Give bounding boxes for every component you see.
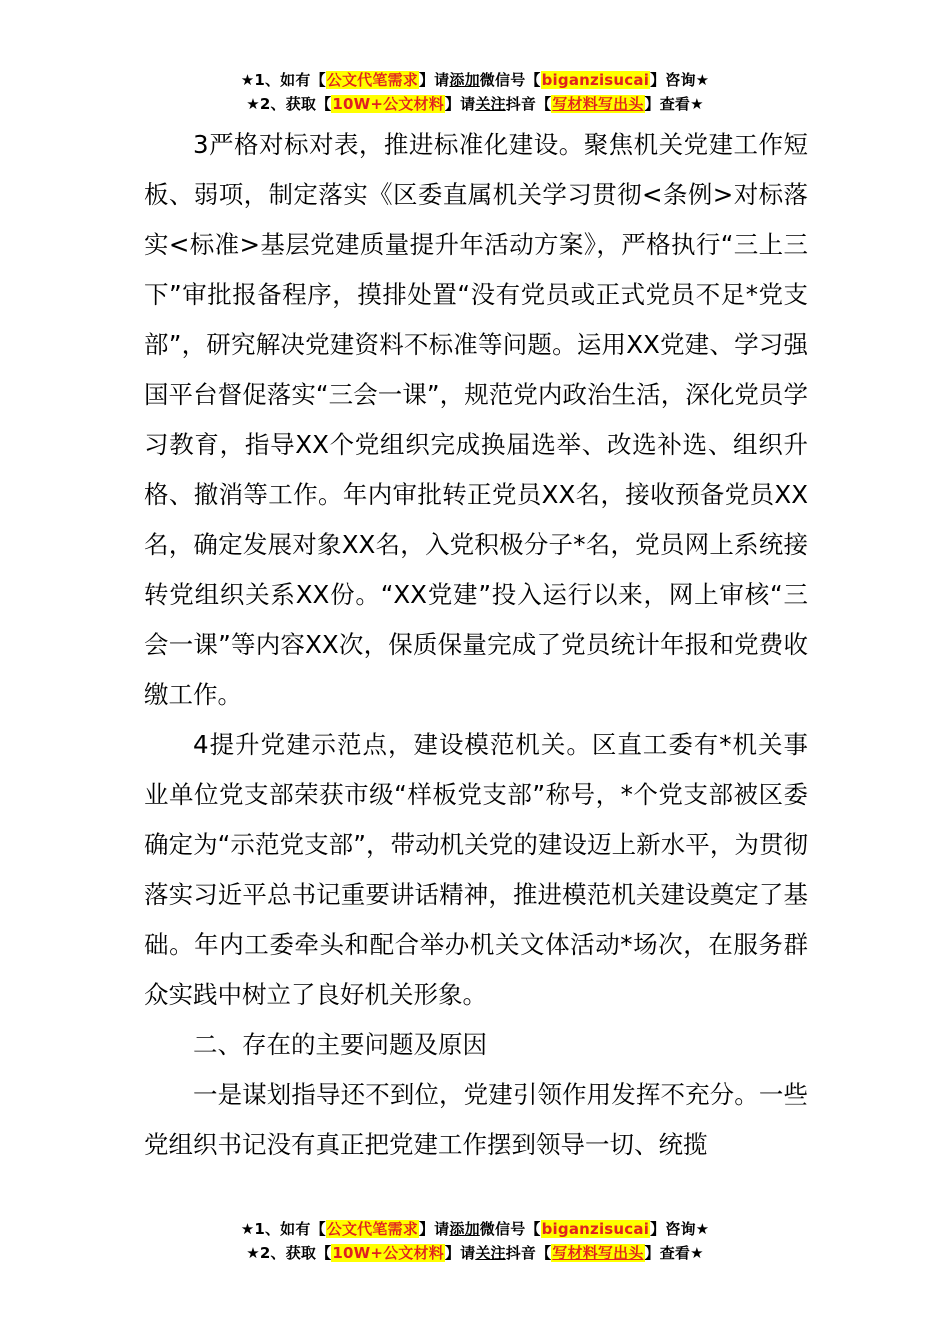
- douyin-id-highlight: 写材料写出头: [552, 1244, 644, 1262]
- promo-text: 抖音【: [505, 95, 552, 113]
- promo-text: 微信号【: [479, 1220, 541, 1238]
- promo-underlined-text: 关注: [475, 95, 506, 113]
- paragraph-model-organ: 4提升党建示范点，建设模范机关。区直工委有*机关事业单位党支部荣获市级“样板党支部”称号，*个党支部被区委确定为“示范党支部”，带动机关党的建设迈上新水平，为贯彻落实习近平总书记重要讲话精神，推进模范机关建设奠定了基础。年内工委牵头和配合举办机关文体活动*场次，在服务群众实践中树立了良好机关形象。: [144, 730, 808, 1009]
- promo-line-2: [0, 92, 950, 116]
- document-body: [144, 120, 808, 1170]
- promo-text: 】请: [444, 1244, 476, 1262]
- promo-text: 】请: [418, 1220, 450, 1238]
- wechat-id-highlight: biganzisucai: [541, 71, 650, 89]
- promo-text: 】咨询★: [650, 1220, 710, 1238]
- promo-banner-top: [0, 68, 950, 116]
- promo-text: 】查看★: [644, 1244, 704, 1262]
- promo-underlined-text: 添加: [449, 71, 480, 89]
- promo-highlight: 公文代笔需求: [326, 1220, 418, 1238]
- promo-text: ★2、获取【: [246, 1244, 332, 1262]
- wechat-id-highlight: biganzisucai: [541, 1220, 650, 1238]
- promo-underlined-text: 关注: [475, 1244, 506, 1262]
- paragraph-standardization: 3严格对标对表，推进标准化建设。聚焦机关党建工作短板、弱项，制定落实《区委直属机关学习贯彻<条例>对标落实<标准>基层党建质量提升年活动方案》，严格执行“三上三下”审批报备程序，摸排处置“没有党员或正式党员不足*党支部”，研究解决党建资料不标准等问题。运用XX党建、学习强国平台督促落实“三会一课”，规范党内政治生活，深化党员学习教育，指导XX个党组织完成换届选举、改选补选、组织升格、撤消等工作。年内审批转正党员XX名，接收预备党员XX名，确定发展对象XX名，入党积极分子*名，党员网上系统接转党组织关系XX份。“XX党建”投入运行以来，网上审核“三会一课”等内容XX次，保质保量完成了党员统计年报和党费收缴工作。: [144, 130, 808, 709]
- promo-text: 微信号【: [479, 71, 541, 89]
- promo-line-2: [0, 1241, 950, 1265]
- promo-text: ★1、如有【: [240, 71, 326, 89]
- promo-text: ★2、获取【: [246, 95, 332, 113]
- promo-banner-bottom: [0, 1217, 950, 1265]
- promo-text: 】请: [444, 95, 476, 113]
- douyin-id-highlight: 写材料写出头: [552, 95, 644, 113]
- promo-highlight: 公文代笔需求: [326, 71, 418, 89]
- promo-highlight: 10W+公文材料: [332, 1244, 444, 1262]
- paragraph-problem-one: 一是谋划指导还不到位，党建引领作用发挥不充分。一些党组织书记没有真正把党建工作摆到领导一切、统揽: [144, 1080, 808, 1159]
- promo-text: 】咨询★: [650, 71, 710, 89]
- section-heading-problems: 二、存在的主要问题及原因: [193, 1030, 487, 1059]
- promo-text: ★1、如有【: [240, 1220, 326, 1238]
- promo-text: 抖音【: [505, 1244, 552, 1262]
- promo-text: 】查看★: [644, 95, 704, 113]
- promo-highlight: 10W+公文材料: [332, 95, 444, 113]
- promo-underlined-text: 添加: [449, 1220, 480, 1238]
- promo-line-1: [0, 1217, 950, 1241]
- promo-line-1: [0, 68, 950, 92]
- promo-text: 】请: [418, 71, 450, 89]
